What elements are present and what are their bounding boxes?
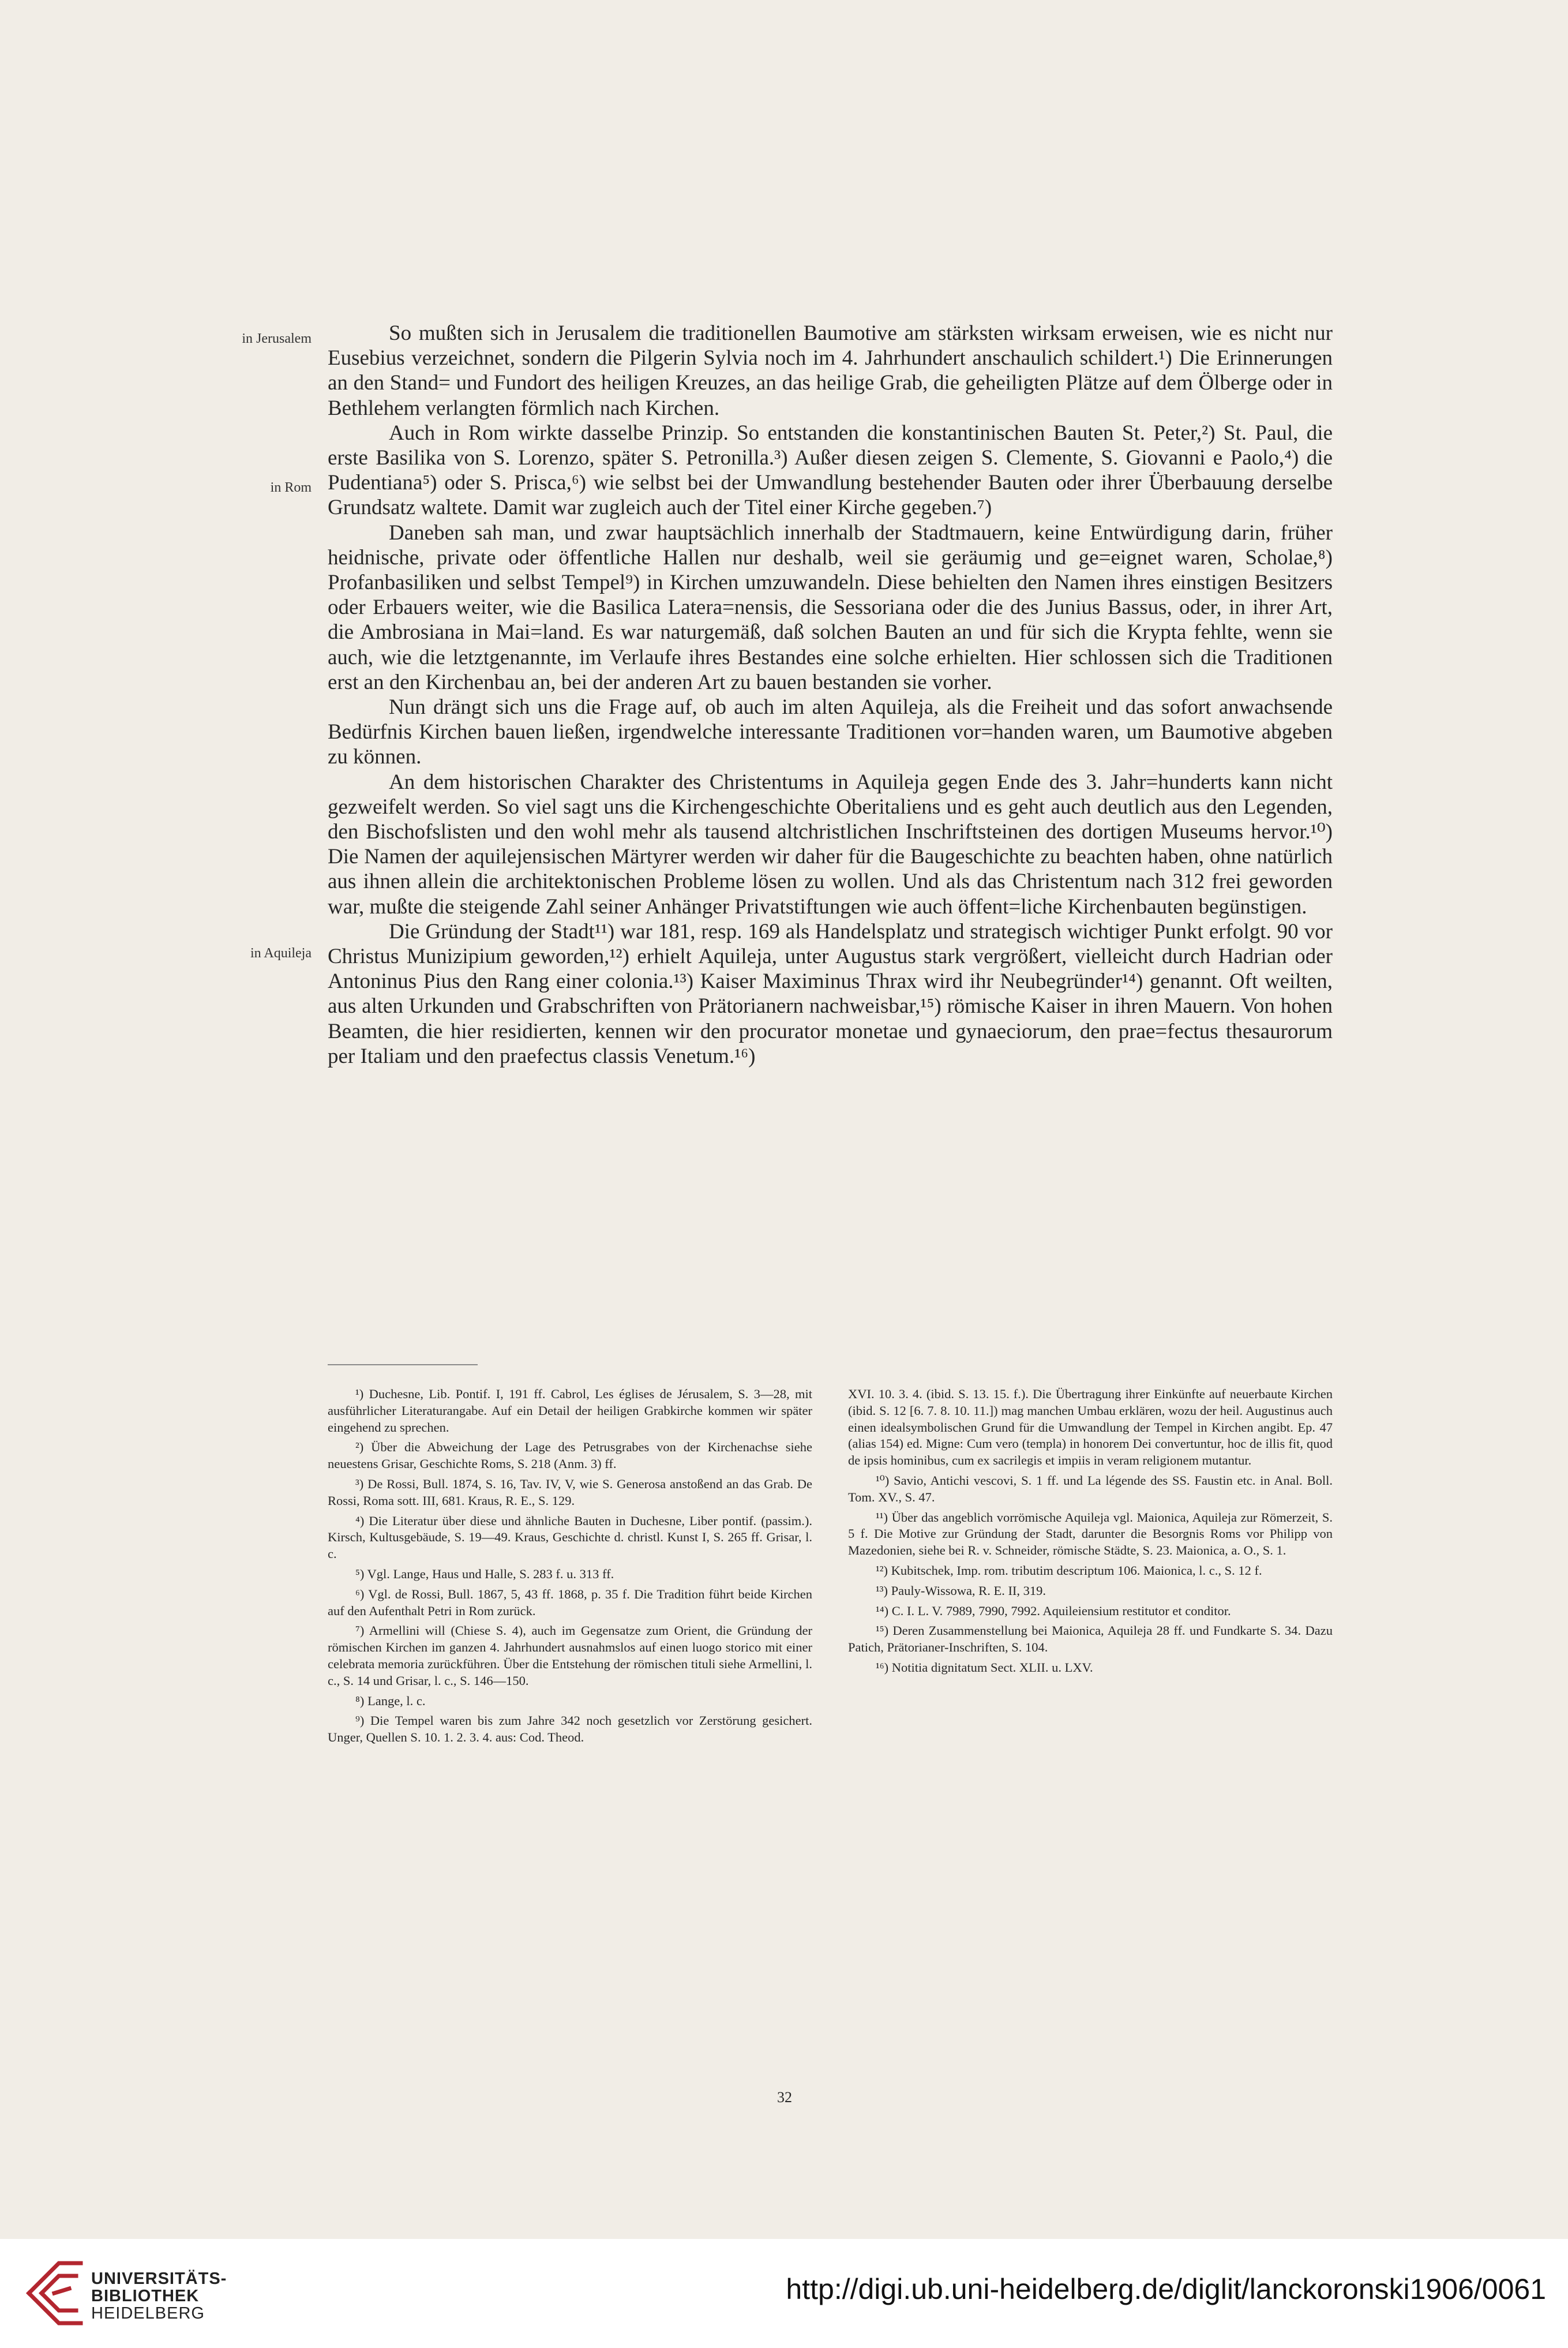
footnote: ¹³) Pauly-Wissowa, R. E. II, 319. bbox=[876, 1583, 1046, 1598]
paragraph: An dem historischen Charakter des Christentums in Aquileja gegen Ende des 3. Jahr=hunderts kann nicht gezweifelt werden. So viel sagt uns die Kirchengeschichte Oberitaliens und es geht auch deutlich aus den Legenden, den Bischofslisten und den wohl mehr als tausend altchristlichen Inschriftsteinen des dortigen Museums hervor.¹⁰) Die Namen der aquilejensischen Märtyrer werden wir daher für die Baugeschichte zu beachten haben, ohne natürlich aus ihnen allein die architektonischen Probleme lösen zu wollen. Und als das Christentum nach 312 frei geworden war, mußte die steigende Zahl seiner Anhänger Privatstiftungen wie auch öffent=liche Kirchenbauten begünstigen. bbox=[328, 770, 1333, 919]
library-name-line: BIBLIOTHEK bbox=[91, 2287, 200, 2305]
main-text bbox=[328, 321, 1333, 1069]
footnote: ¹²) Kubitschek, Imp. rom. tributim descriptum 106. Maionica, l. c., S. 12 f. bbox=[876, 1563, 1262, 1578]
footnote: ⁹) Die Tempel waren bis zum Jahre 342 noch gesetzlich vor Zerstörung gesichert. Unger, Quellen S. 10. 1. 2. 3. 4. aus: Cod. Theod. bbox=[328, 1713, 812, 1745]
footnote: ¹⁵) Deren Zusammenstellung bei Maionica, Aquileja 28 ff. und Fundkarte S. 34. Dazu Patich, Prätorianer-Inschriften, S. 104. bbox=[848, 1623, 1333, 1655]
footnote: ¹⁰) Savio, Antichi vescovi, S. 1 ff. und La légende des SS. Faustin etc. in Anal. Boll. Tom. XV., S. 47. bbox=[848, 1473, 1333, 1504]
library-name-line: UNIVERSITÄTS- bbox=[91, 2270, 227, 2288]
margin-note-jerusalem: in Jerusalem bbox=[242, 331, 312, 346]
paragraph: Die Gründung der Stadt¹¹) war 181, resp. 169 als Handelsplatz und strategisch wichtiger Punkt erfolgt. 90 vor Christus Munizipium geworden,¹²) erhielt Aquileja, unter Augustus stark vergrößert, vielleicht durch Hadrian oder Antoninus Pius den Rang einer colonia.¹³) Kaiser Maximinus Thrax wird ihr Neubegründer¹⁴) genannt. Oft weilten, aus alten Urkunden und Grabschriften von Prätorianern nachweisbar,¹⁵) römische Kaiser in ihren Mauern. Von hohen Beamten, die hier residierten, kennen wir den procurator monetae und gynaeciorum, den prae=fectus thesaurorum per Italiam und den praefectus classis Venetum.¹⁶) bbox=[328, 919, 1333, 1068]
margin-note-aquileja: in Aquileja bbox=[250, 946, 312, 961]
source-url-link[interactable]: http://digi.ub.uni-heidelberg.de/diglit/lanckoronski1906/0061 bbox=[786, 2273, 1546, 2305]
margin-note-rom: in Rom bbox=[270, 480, 312, 495]
footnote: ⁸) Lange, l. c. bbox=[355, 1693, 426, 1708]
library-name-line: HEIDELBERG bbox=[91, 2304, 205, 2323]
footnote: ³) De Rossi, Bull. 1874, S. 16, Tav. IV, V, wie S. Generosa anstoßend an das Grab. De Rossi, Roma sott. III, 681. Kraus, R. E., S. 129. bbox=[328, 1476, 812, 1508]
footnote: ⁶) Vgl. de Rossi, Bull. 1867, 5, 43 ff. 1868, p. 35 f. Die Tradition führt beide Kirchen auf den Aufenthalt Petri in Rom zurück. bbox=[328, 1586, 812, 1618]
footnote: ²) Über die Abweichung der Lage des Petrusgrabes von der Kirchenachse siehe neuestens Grisar, Geschichte Roms, S. 218 (Anm. 3) ff. bbox=[328, 1440, 812, 1471]
paragraph: So mußten sich in Jerusalem die traditionellen Baumotive am stärksten wirksam erweisen, wie es nicht nur Eusebius verzeichnet, sondern die Pilgerin Sylvia noch im 4. Jahrhundert anschaulich schildert.¹) Die Erinnerungen an den Stand= und Fundort des heiligen Kreuzes, an das heilige Grab, die geheiligten Plätze auf dem Ölberge oder in Bethlehem verlangten förmlich nach Kirchen. bbox=[328, 321, 1333, 420]
footnote: ¹⁶) Notitia dignitatum Sect. XLII. u. LXV. bbox=[876, 1660, 1093, 1675]
footnote: ⁵) Vgl. Lange, Haus und Halle, S. 283 f. u. 313 ff. bbox=[355, 1566, 614, 1581]
library-name bbox=[91, 2270, 227, 2322]
ub-heidelberg-logo-icon bbox=[23, 2257, 87, 2329]
footnotes-right-column bbox=[848, 1386, 1333, 1680]
footnote-divider bbox=[328, 1364, 478, 1365]
page-number: 32 bbox=[777, 2089, 792, 2106]
footnote: ⁴) Die Literatur über diese und ähnliche Bauten in Duchesne, Liber pontif. (passim.). Kirsch, Kultusgebäude, S. 19—49. Kraus, Geschichte d. christl. Kunst I, S. 265 ff. Grisar, l. c. bbox=[328, 1513, 812, 1561]
paragraph: Auch in Rom wirkte dasselbe Prinzip. So entstanden die konstantinischen Bauten St. Peter,²) St. Paul, die erste Basilika von S. Lorenzo, später S. Petronilla.³) Außer diesen zeigen S. Clemente, S. Giovanni e Paolo,⁴) die Pudentiana⁵) oder S. Prisca,⁶) wie selbst bei der Umwandlung bestehender Bauten oder ihrer Überbauung derselbe Grundsatz waltete. Damit war zugleich auch der Titel einer Kirche gegeben.⁷) bbox=[328, 421, 1333, 520]
footnotes-left-column bbox=[328, 1386, 812, 1750]
footnote: XVI. 10. 3. 4. (ibid. S. 13. 15. f.). Die Übertragung ihrer Einkünfte auf neuerbaute Kirchen (ibid. S. 12 [6. 7. 8. 10. 11.]) mag manchen Umbau erklären, wozu der heil. Augustinus auch einen idealsymbolischen Grund für die Umwandlung der Tempel in Kirchen angibt. Ep. 47 (alias 154) ed. Migne: Cum vero (templa) in honorem Dei convertuntur, hoc de illis fit, quod de ipsis hominibus, cum ex sacrilegis et impiis in veram religionem mutantur. bbox=[848, 1387, 1333, 1468]
footnote: ¹⁴) C. I. L. V. 7989, 7990, 7992. Aquileiensium restitutor et conditor. bbox=[876, 1603, 1231, 1618]
paragraph: Daneben sah man, und zwar hauptsächlich innerhalb der Stadtmauern, keine Entwürdigung darin, früher heidnische, private oder öffentliche Hallen nur deshalb, weil sie geräumig und ge=eignet waren, Scholae,⁸) Profanbasiliken und selbst Tempel⁹) in Kirchen umzuwandeln. Diese behielten den Namen ihres einstigen Besitzers oder Erbauers weiter, wie die Basilica Latera=nensis, die Sessoriana oder die des Junius Bassus, oder, in ihrer Art, die Ambrosiana in Mai=land. Es war naturgemäß, daß solchen Bauten an und für sich die Krypta fehlte, wenn sie auch, wie die letztgenannte, im Verlaufe ihres Bestandes eine solche erhielten. Hier schlossen sich die Traditionen erst an den Kirchenbau an, bei der anderen Art zu bauen bestanden sie vorher. bbox=[328, 520, 1333, 694]
footnote: ¹¹) Über das angeblich vorrömische Aquileja vgl. Maionica, Aquileja zur Römerzeit, S. 5 f. Die Motive zur Gründung der Stadt, darunter die Besorgnis Roms vor Philipp von Mazedonien, siehe bei R. v. Schneider, römische Städte, S. 23. Maionica, a. O., S. 1. bbox=[848, 1510, 1333, 1558]
footnote: ⁷) Armellini will (Chiese S. 4), auch im Gegensatze zum Orient, die Gründung der römischen Kirchen im ganzen 4. Jahrhundert ausnahmslos auf einen luogo storico mit einer celebrata memoria zurückführen. Über die Entstehung der römischen tituli siehe Armellini, l. c., S. 14 und Grisar, l. c., S. 146—150. bbox=[328, 1623, 812, 1688]
footnote: ¹) Duchesne, Lib. Pontif. I, 191 ff. Cabrol, Les églises de Jérusalem, S. 3—28, mit ausführlicher Literaturangabe. Auf ein Detail der heiligen Grabkirche kommen wir später eingehend zu sprechen. bbox=[328, 1387, 812, 1435]
paragraph: Nun drängt sich uns die Frage auf, ob auch im alten Aquileja, als die Freiheit und das sofort anwachsende Bedürfnis Kirchen bauen ließen, irgendwelche interessante Traditionen vor=handen waren, um Baumotive abgeben zu können. bbox=[328, 695, 1333, 769]
